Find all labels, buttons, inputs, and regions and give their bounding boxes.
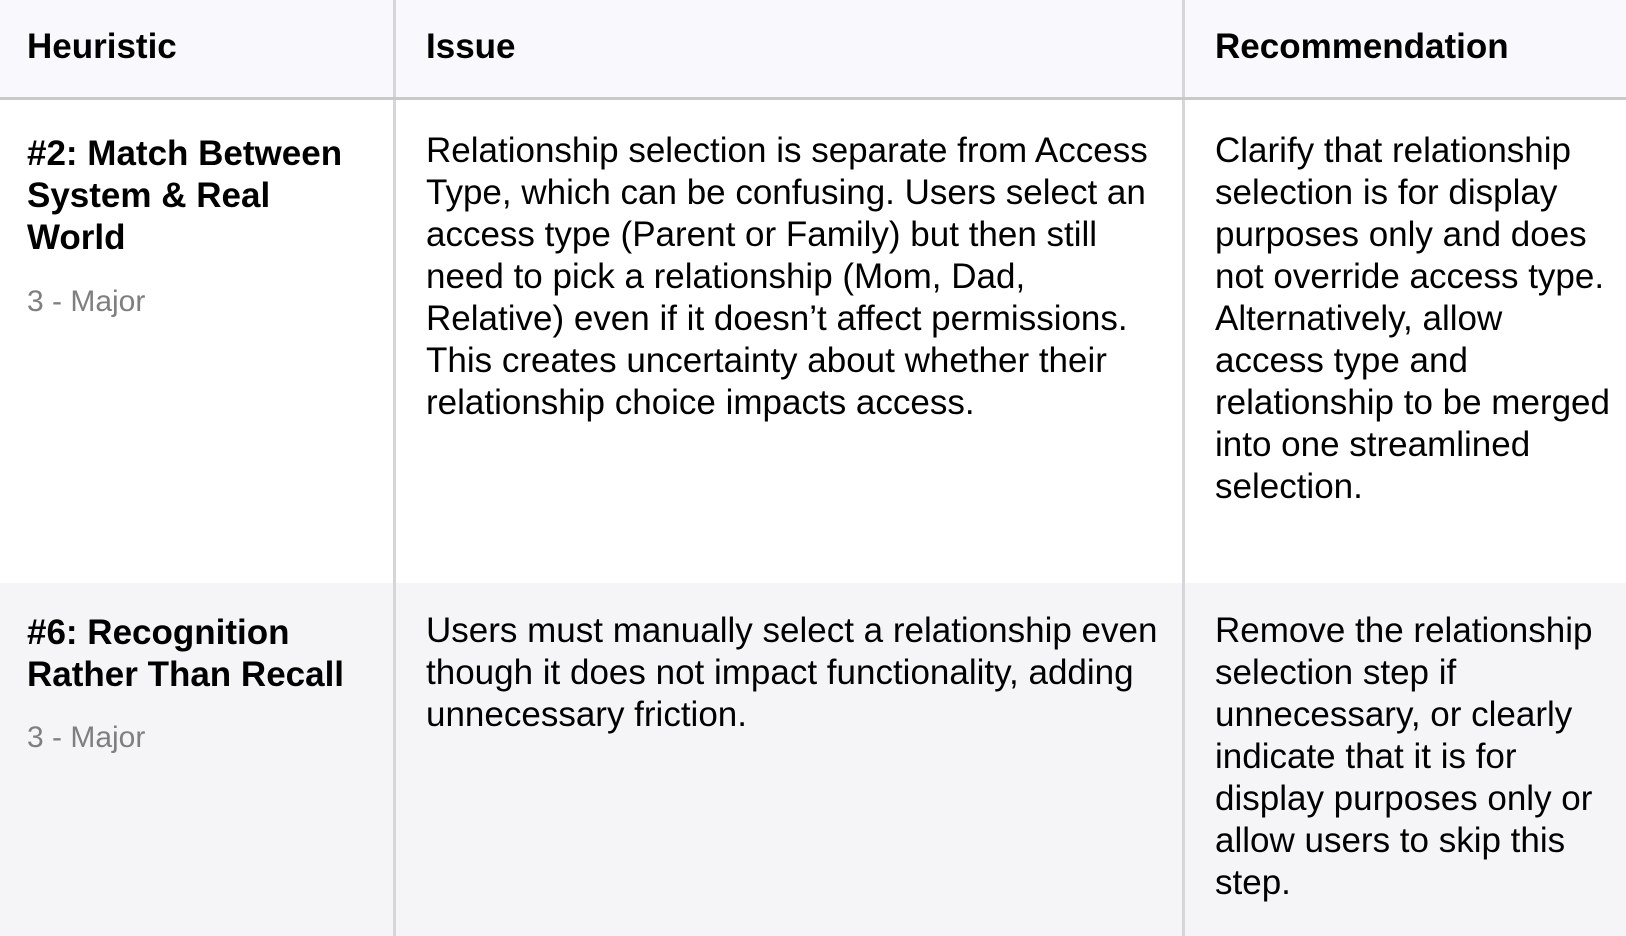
recommendation-text: Remove the relationship selection step if unnecessary, or clearly indicate that it is for display purposes only or allow users to skip this step. (1215, 611, 1593, 902)
heuristic-title: #2: Match Between System & Real World (27, 134, 343, 257)
issue-text: Relationship selection is separate from Access Type, which can be confusing. Users select an access type (Parent or Family) but then still need to pick a relationship (Mom, Dad, Relative) even if it doesn’t affect permissions. This creates uncertainty about whether their relationship choice impacts access. (426, 131, 1148, 422)
table-header-row (0, 0, 1626, 100)
header-issue: Issue (426, 27, 516, 66)
table-row (0, 583, 1626, 936)
severity-label: 3 - Major (27, 285, 146, 318)
issue-cell (393, 100, 1182, 583)
table-row (0, 100, 1626, 583)
severity-label: 3 - Major (27, 721, 146, 754)
issue-text: Users must manually select a relationship even though it does not impact functionality, adding unnecessary friction. (426, 611, 1158, 734)
header-cell-heuristic (0, 0, 393, 97)
issue-cell (393, 583, 1182, 936)
recommendation-cell (1182, 583, 1626, 936)
heuristic-title: #6: Recognition Rather Than Recall (27, 613, 345, 694)
header-heuristic: Heuristic (27, 27, 177, 66)
recommendation-text: Clarify that relationship selection is for display purposes only and does not override access type. Alternatively, allow access type and relationship to be merged into one streamlined selection. (1215, 131, 1610, 506)
header-cell-issue (393, 0, 1182, 97)
header-recommendation: Recommendation (1215, 27, 1509, 66)
heuristic-cell (0, 100, 393, 583)
header-cell-recommendation (1182, 0, 1626, 97)
heuristic-cell (0, 583, 393, 936)
recommendation-cell (1182, 100, 1626, 583)
